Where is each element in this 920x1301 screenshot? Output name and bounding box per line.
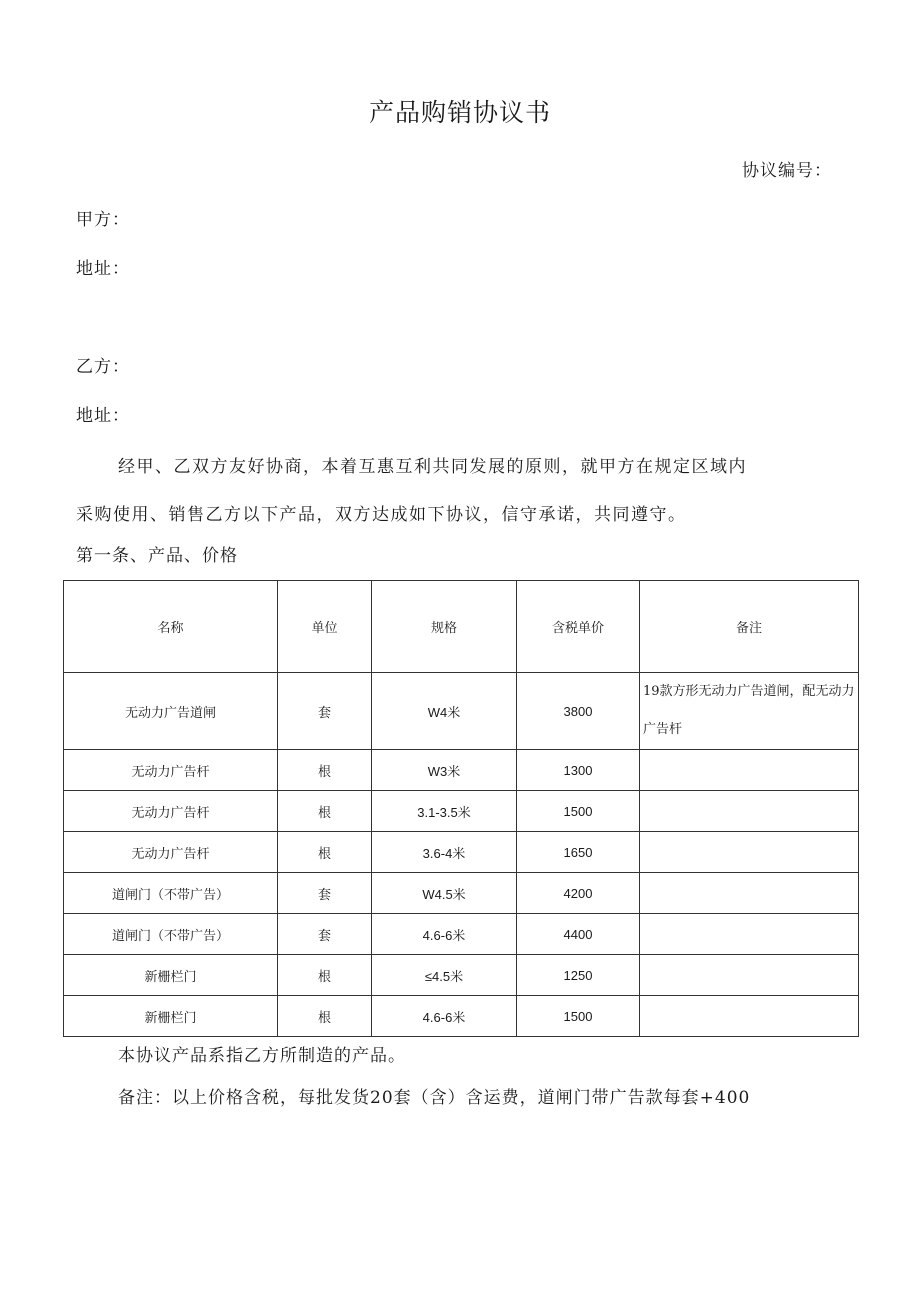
agreement-number-label: 协议编号： — [742, 161, 832, 181]
product-note: 本协议产品系指乙方所制造的产品。 — [118, 1046, 406, 1066]
cell-unit: 根 — [278, 750, 372, 791]
cell-unit: 套 — [278, 673, 372, 750]
cell-name: 新栅栏门 — [64, 955, 278, 996]
section-1-title: 第一条、产品、价格 — [76, 546, 238, 566]
party-a-label: 甲方： — [76, 210, 130, 230]
cell-name: 无动力广告杆 — [64, 791, 278, 832]
intro-paragraph-line-2: 采购使用、销售乙方以下产品，双方达成如下协议，信守承诺，共同遵守。 — [76, 505, 687, 525]
cell-spec: W4.5米 — [372, 873, 517, 914]
header-unit: 单位 — [278, 581, 372, 673]
cell-price: 4200 — [517, 873, 640, 914]
cell-unit: 根 — [278, 955, 372, 996]
cell-price: 1500 — [517, 996, 640, 1037]
table-row — [64, 791, 859, 832]
party-b-label: 乙方： — [76, 357, 130, 377]
table-row — [64, 914, 859, 955]
cell-name: 无动力广告道闸 — [64, 673, 278, 750]
cell-spec: ≤4.5米 — [372, 955, 517, 996]
document-title: 产品购销协议书 — [368, 98, 551, 127]
cell-name: 无动力广告杆 — [64, 750, 278, 791]
cell-name: 道闸门（不带广告） — [64, 914, 278, 955]
header-name: 名称 — [64, 581, 278, 673]
cell-unit: 套 — [278, 914, 372, 955]
header-remark: 备注 — [640, 581, 859, 673]
cell-spec: 3.1-3.5米 — [372, 791, 517, 832]
cell-spec: 3.6-4米 — [372, 832, 517, 873]
table-row — [64, 750, 859, 791]
cell-unit: 套 — [278, 873, 372, 914]
cell-remark — [640, 996, 859, 1037]
cell-remark: 19款方形无动力广告道闸，配无动力广告杆 — [640, 673, 859, 750]
cell-name: 无动力广告杆 — [64, 832, 278, 873]
price-remark: 备注：以上价格含税，每批发货20套（含）含运费，道闸门带广告款每套+400 — [118, 1088, 751, 1108]
cell-unit: 根 — [278, 832, 372, 873]
table-row — [64, 832, 859, 873]
product-price-table — [63, 580, 859, 1037]
table-row — [64, 673, 859, 750]
cell-spec: W3米 — [372, 750, 517, 791]
table-row — [64, 996, 859, 1037]
party-b-address-label: 地址： — [76, 406, 130, 426]
cell-price: 1250 — [517, 955, 640, 996]
cell-name: 道闸门（不带广告） — [64, 873, 278, 914]
cell-remark — [640, 873, 859, 914]
cell-unit: 根 — [278, 996, 372, 1037]
cell-unit: 根 — [278, 791, 372, 832]
cell-remark — [640, 832, 859, 873]
cell-remark — [640, 791, 859, 832]
cell-name: 新栅栏门 — [64, 996, 278, 1037]
cell-spec: W4米 — [372, 673, 517, 750]
cell-remark — [640, 914, 859, 955]
table-row — [64, 955, 859, 996]
cell-price: 1500 — [517, 791, 640, 832]
cell-remark — [640, 750, 859, 791]
party-a-address-label: 地址： — [76, 259, 130, 279]
cell-spec: 4.6-6米 — [372, 914, 517, 955]
cell-spec: 4.6-6米 — [372, 996, 517, 1037]
cell-price: 4400 — [517, 914, 640, 955]
cell-price: 1650 — [517, 832, 640, 873]
cell-price: 3800 — [517, 673, 640, 750]
intro-paragraph-line-1: 经甲、乙双方友好协商，本着互惠互利共同发展的原则，就甲方在规定区域内 — [118, 457, 747, 477]
table-header-row — [64, 581, 859, 673]
header-spec: 规格 — [372, 581, 517, 673]
header-price: 含税单价 — [517, 581, 640, 673]
cell-price: 1300 — [517, 750, 640, 791]
cell-remark — [640, 955, 859, 996]
table-row — [64, 873, 859, 914]
